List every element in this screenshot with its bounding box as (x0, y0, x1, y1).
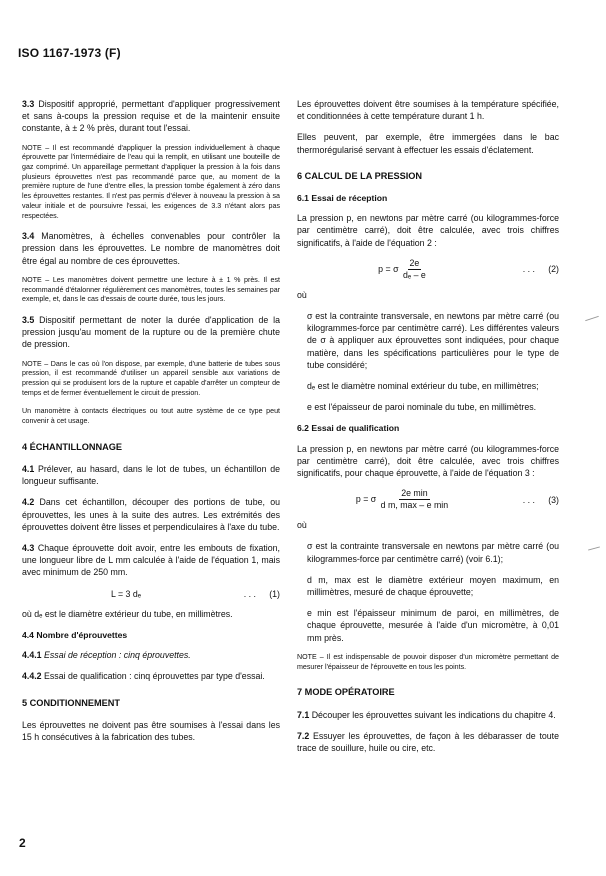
clause-4-4-1: 4.4.1 Essai de réception : cinq éprouvettes. (22, 650, 191, 661)
paragraph-conditioning: Les éprouvettes doivent être soumises à la température spécifiée, et conditionnées à cette température durant 1 h. (297, 99, 559, 122)
clause-7-1: 7.1 Découper les éprouvettes suivant les indications du chapitre 4. (297, 709, 556, 720)
heading-6-1: 6.1 Essai de réception (297, 193, 388, 204)
equation-1: L = 3 dₑ . . . (1) (110, 588, 280, 599)
heading-4: 4 ÉCHANTILLONNAGE (22, 441, 123, 452)
note-3-5-cont: Un manomètre à contacts électriques ou tout autre système de ce type peut convenir à cet usage. (22, 407, 280, 426)
definition-e-min: e min est l'épaisseur minimum de paroi, en millimètres, de chaque éprouvette, mesurée à l'aide d'un micromètre, à 0,01 mm près. (307, 608, 559, 643)
clause-7-2: 7.2 Essuyer les éprouvettes, de façon à les débarasser de toute trace de souillure, huile ou cire, etc. (297, 730, 560, 753)
note-6-2: NOTE – Il est indispensable de pouvoir disposer d'un micromètre permettant de mesurer l'épaisseur de l'éprouvette en tous les points. (297, 652, 559, 671)
where-label-2: où (297, 520, 307, 531)
note-3-5: NOTE – Dans le cas où l'on dispose, par exemple, d'une batterie de tubes sous pression, il est recommandé d'utiliser un appareil sensible aux variations de pression qui se produisent lors de la rupture et capable d'arrêter un compteur de temps et de fermer éventuellement le circuit de pression. (22, 359, 280, 397)
definition-e: e est l'épaisseur de paroi nominale du tube, en millimètres. (307, 402, 537, 413)
heading-6: 6 CALCUL DE LA PRESSION (297, 170, 423, 181)
definition-de: dₑ est le diamètre nominal extérieur du tube, en millimètres; (307, 381, 539, 392)
heading-7: 7 MODE OPÉRATOIRE (297, 687, 395, 698)
note-3-3: NOTE – Il est recommandé d'appliquer la pression individuellement à chaque éprouvette par l'intermédiaire de l'eau qui la remplit, en utilisant une bouteille de gaz comprimé. Un appareillage permettant d'appliquer la pression à la fois dans plusieurs éprouvettes n'est pas recommandé parce que, au moment de la première rupture de l'une d'entre elles, la pression tombe également à zéro dans les éprouvettes restantes. Il n'est pas permis d'élever à nouveau la pression à sa valeur initiale et de poursuivre l'essai, les exigences de 3.3 n'étant alors pas respectées. (22, 143, 280, 220)
equation-3-fraction: $\frac{\text{2e min}}{\text{d m, max – e min}}$ (380, 488, 449, 511)
equation-3: p = σ $\frac{\text{2e min}}{\text{d m, max – e min}}$ . . . (3) (355, 488, 559, 511)
clause-3-5: 3.5 Dispositif permettant de noter la durée d'application de la pression jusqu'au moment de la rupture ou de la première chute de pression. (22, 314, 280, 350)
where-label-1: où (297, 289, 307, 300)
heading-4-4: 4.4 Nombre d'éprouvettes (22, 630, 128, 641)
clause-3-3: 3.3 Dispositif approprié, permettant d'appliquer progressivement et sans à-coups la pression requise et de la maintenir ensuite constante, à ± 2 % près, durant tout l'essai. (22, 99, 280, 134)
clause-6-1-text: La pression p, en newtons par mètre carré (ou kilogrammes-force par centimètre carré), doit être calculée, avec trois chiffres significatifs, à l'aide de l'équation 2 : (297, 213, 559, 248)
page-number: 2 (19, 836, 26, 850)
heading-5: 5 CONDITIONNEMENT (22, 697, 121, 708)
clause-4-2: 4.2 Dans cet échantillon, découper des portions de tube, ou éprouvettes, les unes à la suite des autres. Les extrémités des éprouvettes doivent être lisses et perpendiculaires à l'axe du tube. (22, 497, 281, 532)
right-column (297, 98, 559, 763)
margin-tick (585, 316, 599, 321)
clause-5-text: Les éprouvettes ne doivent pas être soumises à l'essai dans les 15 h consécutives à la fabrication des tubes. (22, 719, 280, 743)
note-3-4: NOTE – Les manomètres doivent permettre une lecture à ± 1 % près. Il est recommandé d'étalonner régulièrement ces manomètres, toutes les semaines par exemple, et, dans le cas d'essais de courte durée, tous les jours. (22, 275, 280, 304)
definition-dm-max: d m, max est le diamètre extérieur moyen maximum, en millimètres, mesuré de chaque éprouvette; (307, 574, 559, 598)
clause-4-1: 4.1 Prélever, au hasard, dans le lot de tubes, un échantillon de longueur suffisante. (22, 463, 280, 487)
document-header: ISO 1167-1973 (F) (18, 46, 121, 60)
paragraph-immersion: Elles peuvent, par exemple, être immergées dans le bac thermorégularisé servant à effectuer les essais d'éclatement. (297, 132, 559, 155)
left-column (22, 98, 280, 752)
definition-sigma-2: σ est la contrainte transversale en newtons par mètre carré (ou kilogrammes-force par centimètre carré) (voir 6.1); (307, 541, 559, 564)
equation-2-fraction: $\frac{2e}{\text{dₑ – e}}$ (402, 257, 426, 280)
margin-tick (588, 546, 600, 550)
equation-1-where: où dₑ est le diamètre extérieur du tube, en millimètres. (22, 608, 233, 619)
equation-2: p = σ $\frac{2e}{\text{dₑ – e}}$ . . . (2) (378, 257, 559, 280)
definition-sigma: σ est la contrainte transversale, en newtons par mètre carré (ou kilogrammes-force par centimètre carré). Les différentes valeurs de σ à appliquer aux éprouvettes sont indiquées, pour chaque matière, dans les spécifications particulières pour le type de tube considéré; (307, 311, 559, 370)
clause-3-4: 3.4 Manomètres, à échelles convenables pour contrôler la pression dans les éprouvettes. Le nombre de manomètres doit être égal au nombre de ces éprouvettes. (22, 231, 280, 266)
clause-6-2-text: La pression p, en newtons par mètre carré (ou kilogrammes-force par centimètre carré), doit être calculée, avec trois chiffres significatifs, pour chaque éprouvette, à l'aide de l'équation 3 : (297, 443, 559, 479)
clause-4-4-2: 4.4.2 Essai de qualification : cinq éprouvettes par type d'essai. (22, 671, 265, 682)
heading-6-2: 6.2 Essai de qualification (297, 423, 400, 434)
clause-4-3: 4.3 Chaque éprouvette doit avoir, entre les embouts de fixation, une longueur libre de L mm calculée à l'aide de l'équation 1, mais avec minimum de 250 mm. (22, 543, 280, 578)
